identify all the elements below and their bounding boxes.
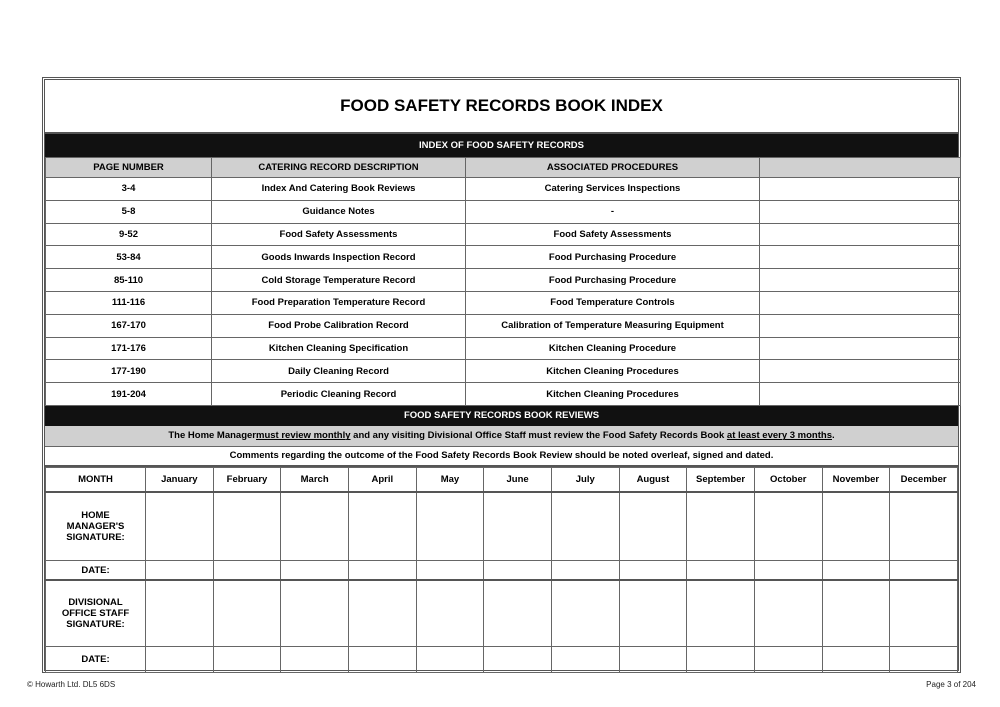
date-row [46, 646, 958, 672]
signature-cell[interactable] [551, 560, 619, 580]
review-signature-table [45, 467, 958, 673]
signature-cell[interactable] [213, 560, 281, 580]
month-header: March [281, 467, 349, 492]
signature-cell[interactable] [484, 492, 552, 560]
table-row [46, 200, 961, 223]
signature-cell[interactable] [146, 646, 214, 672]
table-row [46, 223, 961, 246]
page-number-cell: 191-204 [46, 383, 212, 406]
signature-cell[interactable] [484, 560, 552, 580]
signature-cell[interactable] [416, 492, 484, 560]
month-header: April [348, 467, 416, 492]
blank-cell [760, 337, 961, 360]
page-number-cell: 111-116 [46, 291, 212, 314]
signature-cell[interactable] [551, 646, 619, 672]
table-row [46, 337, 961, 360]
footer-page-number: Page 3 of 204 [926, 680, 976, 689]
signature-cell[interactable] [890, 646, 958, 672]
description-cell: Food Preparation Temperature Record [212, 291, 466, 314]
blank-cell [760, 314, 961, 337]
review-note-text: The Home Manager [168, 430, 257, 442]
review-note-text: and any visiting Divisional Office Staff must review the Food Safety Records Book [350, 430, 727, 442]
month-header: September [687, 467, 755, 492]
signature-cell[interactable] [822, 646, 890, 672]
description-cell: Cold Storage Temperature Record [212, 269, 466, 292]
month-header: August [619, 467, 687, 492]
blank-cell [760, 360, 961, 383]
signature-cell[interactable] [281, 492, 349, 560]
review-note-emphasis: must review monthly [256, 430, 351, 442]
procedure-cell: - [466, 200, 760, 223]
page-title: FOOD SAFETY RECORDS BOOK INDEX [45, 80, 958, 134]
page-number-cell: 85-110 [46, 269, 212, 292]
table-row [46, 314, 961, 337]
document-frame [42, 77, 961, 673]
month-header: December [890, 467, 958, 492]
month-header: October [754, 467, 822, 492]
month-label: MONTH [46, 467, 146, 492]
review-note-text: . [831, 430, 835, 442]
month-header: June [484, 467, 552, 492]
blank-cell [760, 223, 961, 246]
blank-cell [760, 383, 961, 406]
signature-cell[interactable] [551, 492, 619, 560]
signature-cell[interactable] [213, 492, 281, 560]
signature-cell[interactable] [687, 646, 755, 672]
table-row [46, 383, 961, 406]
signature-cell[interactable] [146, 560, 214, 580]
comments-note: Comments regarding the outcome of the Food Safety Records Book Review should be noted overleaf, signed and dated. [45, 447, 958, 467]
description-cell: Index And Catering Book Reviews [212, 178, 466, 201]
column-header: ASSOCIATED PROCEDURES [466, 158, 760, 178]
date-label: DATE: [46, 646, 146, 672]
signature-cell[interactable] [619, 560, 687, 580]
procedure-cell: Food Purchasing Procedure [466, 269, 760, 292]
month-header: November [822, 467, 890, 492]
table-row [46, 291, 961, 314]
description-cell: Food Probe Calibration Record [212, 314, 466, 337]
index-header: INDEX OF FOOD SAFETY RECORDS [45, 134, 958, 157]
column-header: CATERING RECORD DESCRIPTION [212, 158, 466, 178]
procedure-cell: Food Purchasing Procedure [466, 246, 760, 269]
footer-copyright: © Howarth Ltd. DL5 6DS [27, 680, 116, 689]
procedure-cell: Catering Services Inspections [466, 178, 760, 201]
month-header: May [416, 467, 484, 492]
table-row [46, 246, 961, 269]
page-number-cell: 53-84 [46, 246, 212, 269]
signature-cell[interactable] [687, 580, 755, 646]
signature-cell[interactable] [146, 492, 214, 560]
signature-cell[interactable] [281, 580, 349, 646]
page-number-cell: 3-4 [46, 178, 212, 201]
divisional-label: DIVISIONAL OFFICE STAFF SIGNATURE: [46, 580, 146, 646]
divisional-signature-row [46, 580, 958, 646]
table-row [46, 178, 961, 201]
home-manager-label: HOME MANAGER'S SIGNATURE: [46, 492, 146, 560]
signature-cell[interactable] [213, 580, 281, 646]
blank-cell [760, 200, 961, 223]
signature-cell[interactable] [416, 646, 484, 672]
date-row [46, 560, 958, 580]
blank-cell [760, 269, 961, 292]
signature-cell[interactable] [348, 580, 416, 646]
page-number-cell: 167-170 [46, 314, 212, 337]
procedure-cell: Kitchen Cleaning Procedure [466, 337, 760, 360]
blank-cell [760, 178, 961, 201]
signature-cell[interactable] [213, 646, 281, 672]
signature-cell[interactable] [619, 646, 687, 672]
column-header: PAGE NUMBER [46, 158, 212, 178]
signature-cell[interactable] [754, 560, 822, 580]
page-number-cell: 9-52 [46, 223, 212, 246]
signature-cell[interactable] [687, 560, 755, 580]
description-cell: Goods Inwards Inspection Record [212, 246, 466, 269]
procedure-cell: Kitchen Cleaning Procedures [466, 360, 760, 383]
blank-cell [760, 291, 961, 314]
description-cell: Guidance Notes [212, 200, 466, 223]
signature-cell[interactable] [146, 580, 214, 646]
blank-cell [760, 246, 961, 269]
description-cell: Food Safety Assessments [212, 223, 466, 246]
signature-cell[interactable] [754, 580, 822, 646]
page-number-cell: 5-8 [46, 200, 212, 223]
description-cell: Periodic Cleaning Record [212, 383, 466, 406]
signature-cell[interactable] [416, 580, 484, 646]
signature-cell[interactable] [551, 580, 619, 646]
signature-cell[interactable] [890, 580, 958, 646]
signature-cell[interactable] [754, 646, 822, 672]
table-row [46, 360, 961, 383]
signature-cell[interactable] [822, 492, 890, 560]
index-table [45, 157, 961, 406]
signature-cell[interactable] [348, 560, 416, 580]
month-header-row [46, 467, 958, 492]
signature-cell[interactable] [484, 580, 552, 646]
date-label: DATE: [46, 560, 146, 580]
index-header-row [46, 158, 961, 178]
home-manager-signature-row [46, 492, 958, 560]
signature-cell[interactable] [754, 492, 822, 560]
review-note [45, 426, 958, 447]
signature-cell[interactable] [619, 580, 687, 646]
column-header [760, 158, 961, 178]
procedure-cell: Food Temperature Controls [466, 291, 760, 314]
procedure-cell: Calibration of Temperature Measuring Equipment [466, 314, 760, 337]
signature-cell[interactable] [416, 560, 484, 580]
signature-cell[interactable] [348, 492, 416, 560]
signature-cell[interactable] [348, 646, 416, 672]
procedure-cell: Food Safety Assessments [466, 223, 760, 246]
procedure-cell: Kitchen Cleaning Procedures [466, 383, 760, 406]
month-header: January [146, 467, 214, 492]
signature-cell[interactable] [822, 580, 890, 646]
signature-cell[interactable] [281, 646, 349, 672]
description-cell: Daily Cleaning Record [212, 360, 466, 383]
month-header: July [551, 467, 619, 492]
signature-cell[interactable] [484, 646, 552, 672]
signature-cell[interactable] [687, 492, 755, 560]
review-note-emphasis: at least every 3 months [726, 430, 832, 442]
signature-cell[interactable] [281, 560, 349, 580]
reviews-header: FOOD SAFETY RECORDS BOOK REVIEWS [45, 406, 958, 426]
signature-cell[interactable] [890, 560, 958, 580]
description-cell: Kitchen Cleaning Specification [212, 337, 466, 360]
table-row [46, 269, 961, 292]
signature-cell[interactable] [619, 492, 687, 560]
signature-cell[interactable] [822, 560, 890, 580]
signature-cell[interactable] [890, 492, 958, 560]
page-number-cell: 177-190 [46, 360, 212, 383]
month-header: February [213, 467, 281, 492]
page-number-cell: 171-176 [46, 337, 212, 360]
